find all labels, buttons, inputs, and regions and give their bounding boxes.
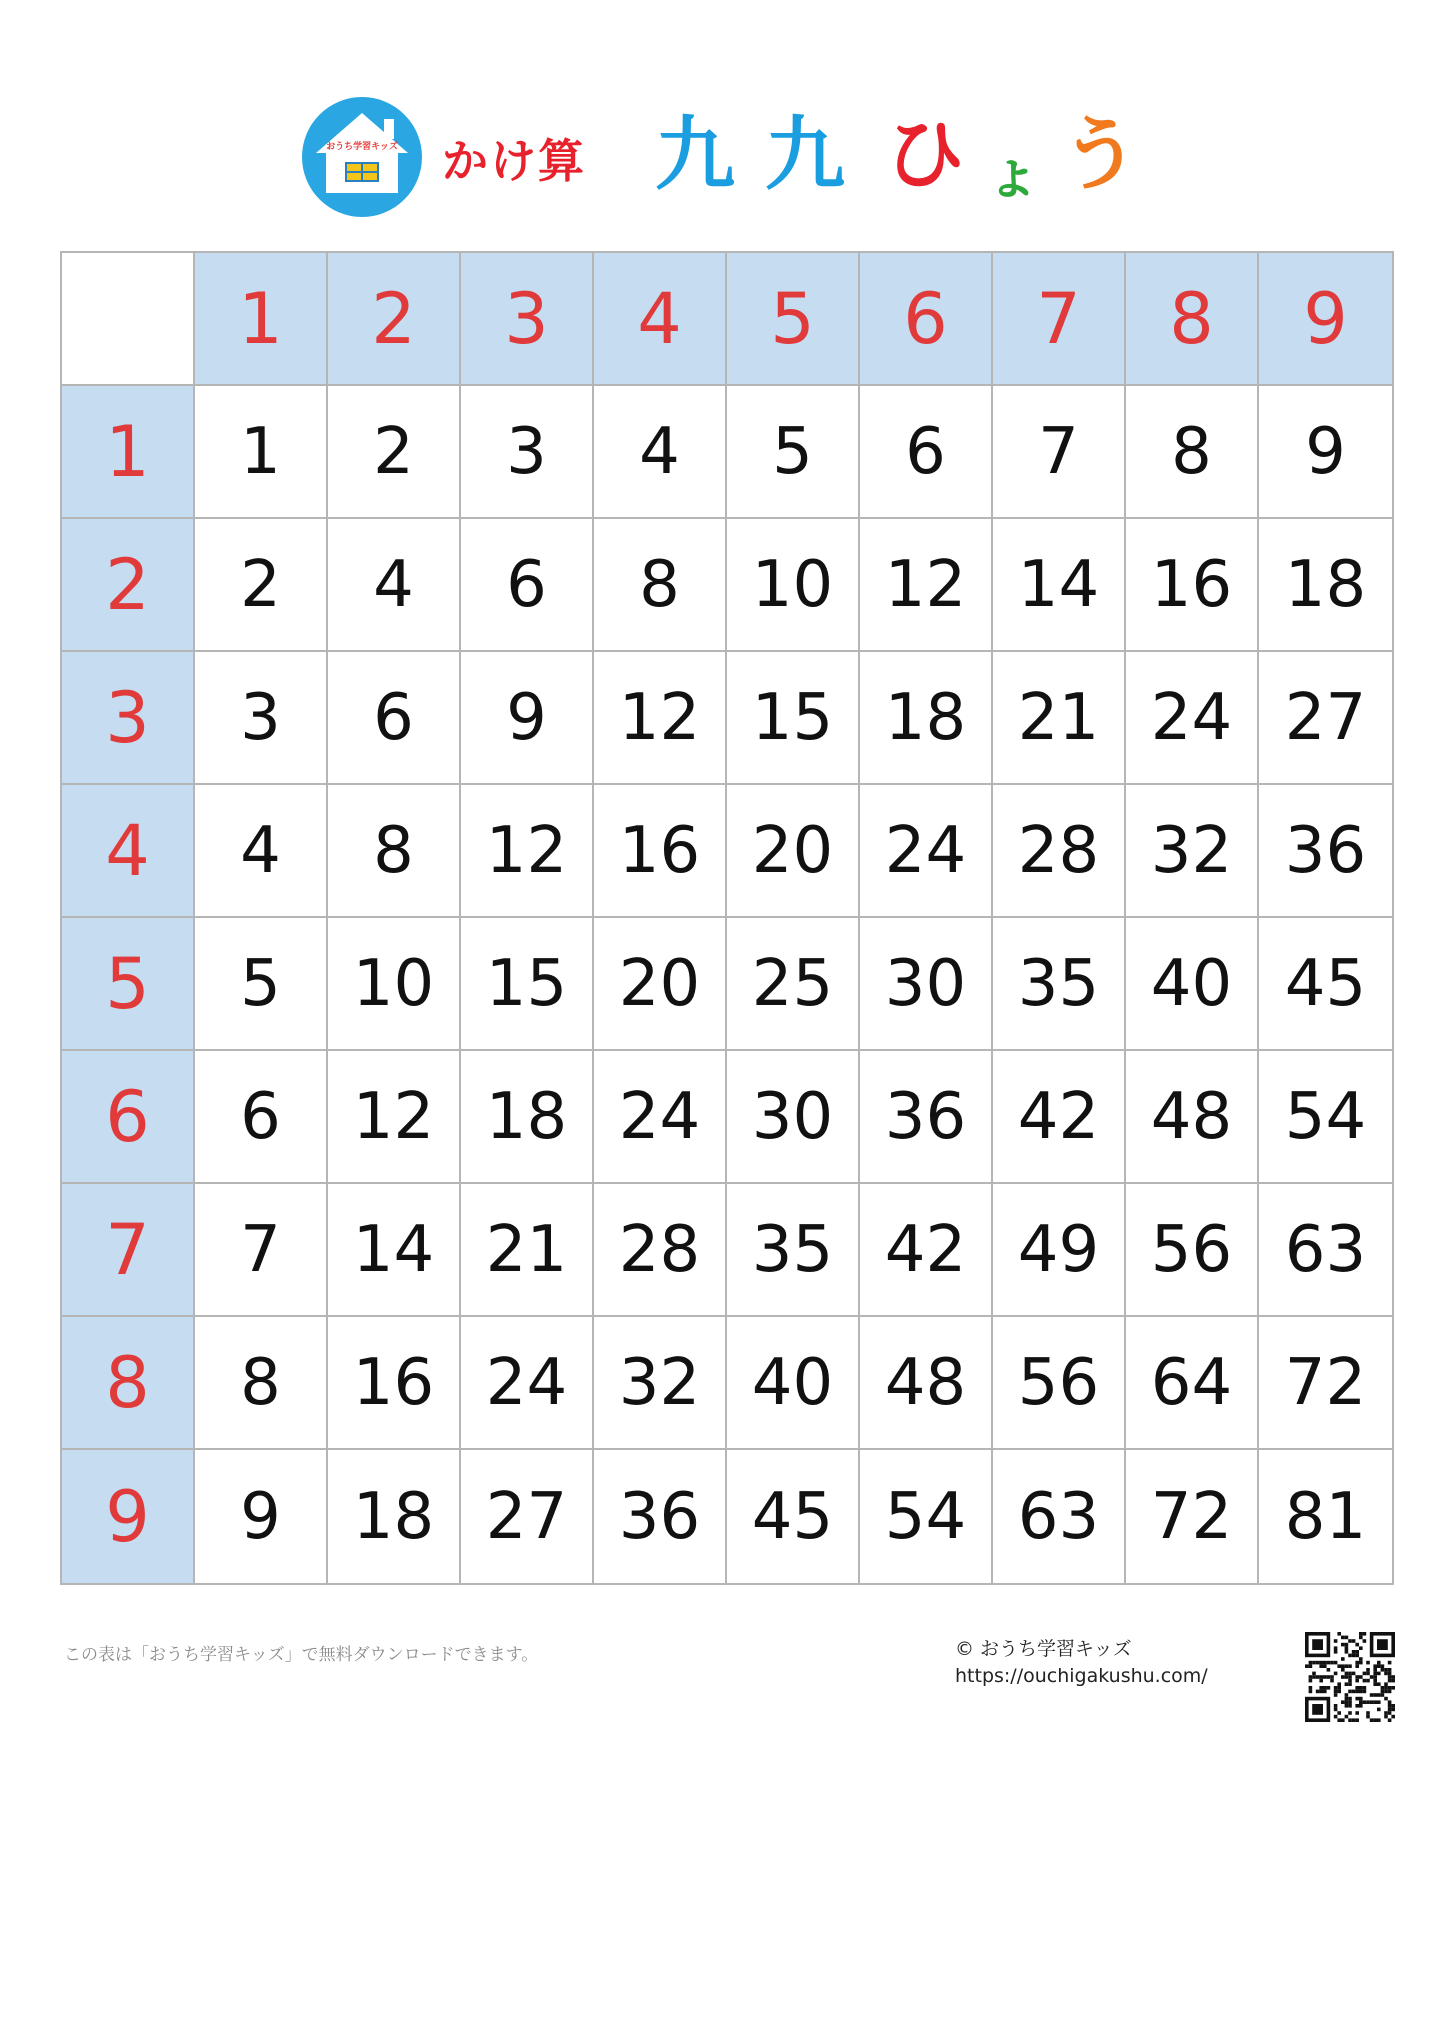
table-cell: 42: [860, 1184, 993, 1317]
table-cell: 9: [195, 1450, 328, 1583]
table-cell: 3: [461, 386, 594, 519]
table-cell: 35: [993, 918, 1126, 1051]
table-cell: 7: [195, 1184, 328, 1317]
column-header: 4: [594, 253, 727, 386]
table-cell: 28: [993, 785, 1126, 918]
table-cell: 18: [461, 1051, 594, 1184]
table-cell: 25: [727, 918, 860, 1051]
table-cell: 10: [727, 519, 860, 652]
table-cell: 72: [1259, 1317, 1392, 1450]
table-cell: 56: [1126, 1184, 1259, 1317]
table-cell: 8: [1126, 386, 1259, 519]
table-cell: 63: [1259, 1184, 1392, 1317]
table-cell: 12: [328, 1051, 461, 1184]
table-cell: 24: [860, 785, 993, 918]
column-header: 8: [1126, 253, 1259, 386]
table-cell: 6: [461, 519, 594, 652]
page-header: [0, 95, 1440, 225]
table-cell: 9: [1259, 386, 1392, 519]
table-cell: 20: [594, 918, 727, 1051]
row-header: 2: [62, 519, 195, 652]
row-header: 8: [62, 1317, 195, 1450]
column-header: 9: [1259, 253, 1392, 386]
row-header: 5: [62, 918, 195, 1051]
table-cell: 12: [461, 785, 594, 918]
title-char: う: [1060, 108, 1140, 201]
qr-code-icon[interactable]: [1305, 1632, 1395, 1722]
subtitle: かけ算: [442, 134, 586, 188]
table-cell: 2: [328, 386, 461, 519]
table-cell: 6: [195, 1051, 328, 1184]
copyright: © おうち学習キッズ: [955, 1638, 1132, 1660]
title-char: 九: [765, 108, 845, 201]
column-header: 3: [461, 253, 594, 386]
table-corner: [62, 253, 195, 386]
multiplication-table: [60, 251, 1394, 1585]
table-cell: 48: [1126, 1051, 1259, 1184]
table-cell: 20: [727, 785, 860, 918]
row-header: 4: [62, 785, 195, 918]
table-cell: 2: [195, 519, 328, 652]
table-cell: 6: [860, 386, 993, 519]
table-cell: 9: [461, 652, 594, 785]
house-icon: [300, 95, 424, 219]
table-cell: 5: [195, 918, 328, 1051]
column-header: 2: [328, 253, 461, 386]
table-cell: 48: [860, 1317, 993, 1450]
table-cell: 21: [461, 1184, 594, 1317]
table-cell: 6: [328, 652, 461, 785]
row-header: 3: [62, 652, 195, 785]
table-cell: 1: [195, 386, 328, 519]
table-cell: 8: [195, 1317, 328, 1450]
table-cell: 16: [1126, 519, 1259, 652]
table-cell: 36: [594, 1450, 727, 1583]
table-cell: 27: [461, 1450, 594, 1583]
table-cell: 3: [195, 652, 328, 785]
table-cell: 54: [1259, 1051, 1392, 1184]
table-cell: 7: [993, 386, 1126, 519]
title-char: ひ: [885, 108, 965, 201]
table-cell: 49: [993, 1184, 1126, 1317]
table-cell: 30: [860, 918, 993, 1051]
table-cell: 27: [1259, 652, 1392, 785]
table-cell: 24: [1126, 652, 1259, 785]
table-cell: 24: [461, 1317, 594, 1450]
column-header: 1: [195, 253, 328, 386]
table-cell: 42: [993, 1051, 1126, 1184]
table-cell: 40: [1126, 918, 1259, 1051]
table-cell: 4: [594, 386, 727, 519]
table-cell: 15: [461, 918, 594, 1051]
title-char: ょ: [985, 142, 1041, 207]
table-cell: 12: [860, 519, 993, 652]
table-cell: 5: [727, 386, 860, 519]
table-cell: 63: [993, 1450, 1126, 1583]
table-cell: 4: [328, 519, 461, 652]
table-cell: 16: [594, 785, 727, 918]
table-cell: 28: [594, 1184, 727, 1317]
table-cell: 45: [1259, 918, 1392, 1051]
row-header: 7: [62, 1184, 195, 1317]
row-header: 1: [62, 386, 195, 519]
site-url[interactable]: https://ouchigakushu.com/: [955, 1665, 1208, 1687]
table-cell: 72: [1126, 1450, 1259, 1583]
table-cell: 12: [594, 652, 727, 785]
table-cell: 32: [594, 1317, 727, 1450]
table-cell: 18: [328, 1450, 461, 1583]
table-cell: 36: [1259, 785, 1392, 918]
table-cell: 30: [727, 1051, 860, 1184]
table-cell: 16: [328, 1317, 461, 1450]
table-cell: 81: [1284, 1479, 1367, 1554]
table-cell: 18: [860, 652, 993, 785]
logo-text: おうち学習キッズ: [326, 142, 398, 152]
table-cell: 40: [727, 1317, 860, 1450]
title-char: 九: [655, 108, 735, 201]
table-cell: 15: [727, 652, 860, 785]
table-cell: 54: [860, 1450, 993, 1583]
table-cell: 8: [594, 519, 727, 652]
column-header: 6: [860, 253, 993, 386]
table-cell: 35: [727, 1184, 860, 1317]
table-cell: 14: [993, 519, 1126, 652]
table-cell: 8: [328, 785, 461, 918]
column-header: 7: [993, 253, 1126, 386]
table-cell: 14: [328, 1184, 461, 1317]
table-cell: 18: [1259, 519, 1392, 652]
table-cell: 32: [1126, 785, 1259, 918]
table-cell: 24: [594, 1051, 727, 1184]
table-cell: 36: [860, 1051, 993, 1184]
download-note: この表は「おうち学習キッズ」で無料ダウンロードできます。: [64, 1645, 539, 1665]
table-cell: 21: [993, 652, 1126, 785]
row-header: 9: [62, 1450, 195, 1583]
column-header: 5: [727, 253, 860, 386]
table-cell: 64: [1126, 1317, 1259, 1450]
row-header: 6: [62, 1051, 195, 1184]
table-cell: 4: [195, 785, 328, 918]
table-cell: 10: [328, 918, 461, 1051]
logo: [300, 95, 424, 219]
table-cell: 45: [727, 1450, 860, 1583]
table-cell: 56: [993, 1317, 1126, 1450]
